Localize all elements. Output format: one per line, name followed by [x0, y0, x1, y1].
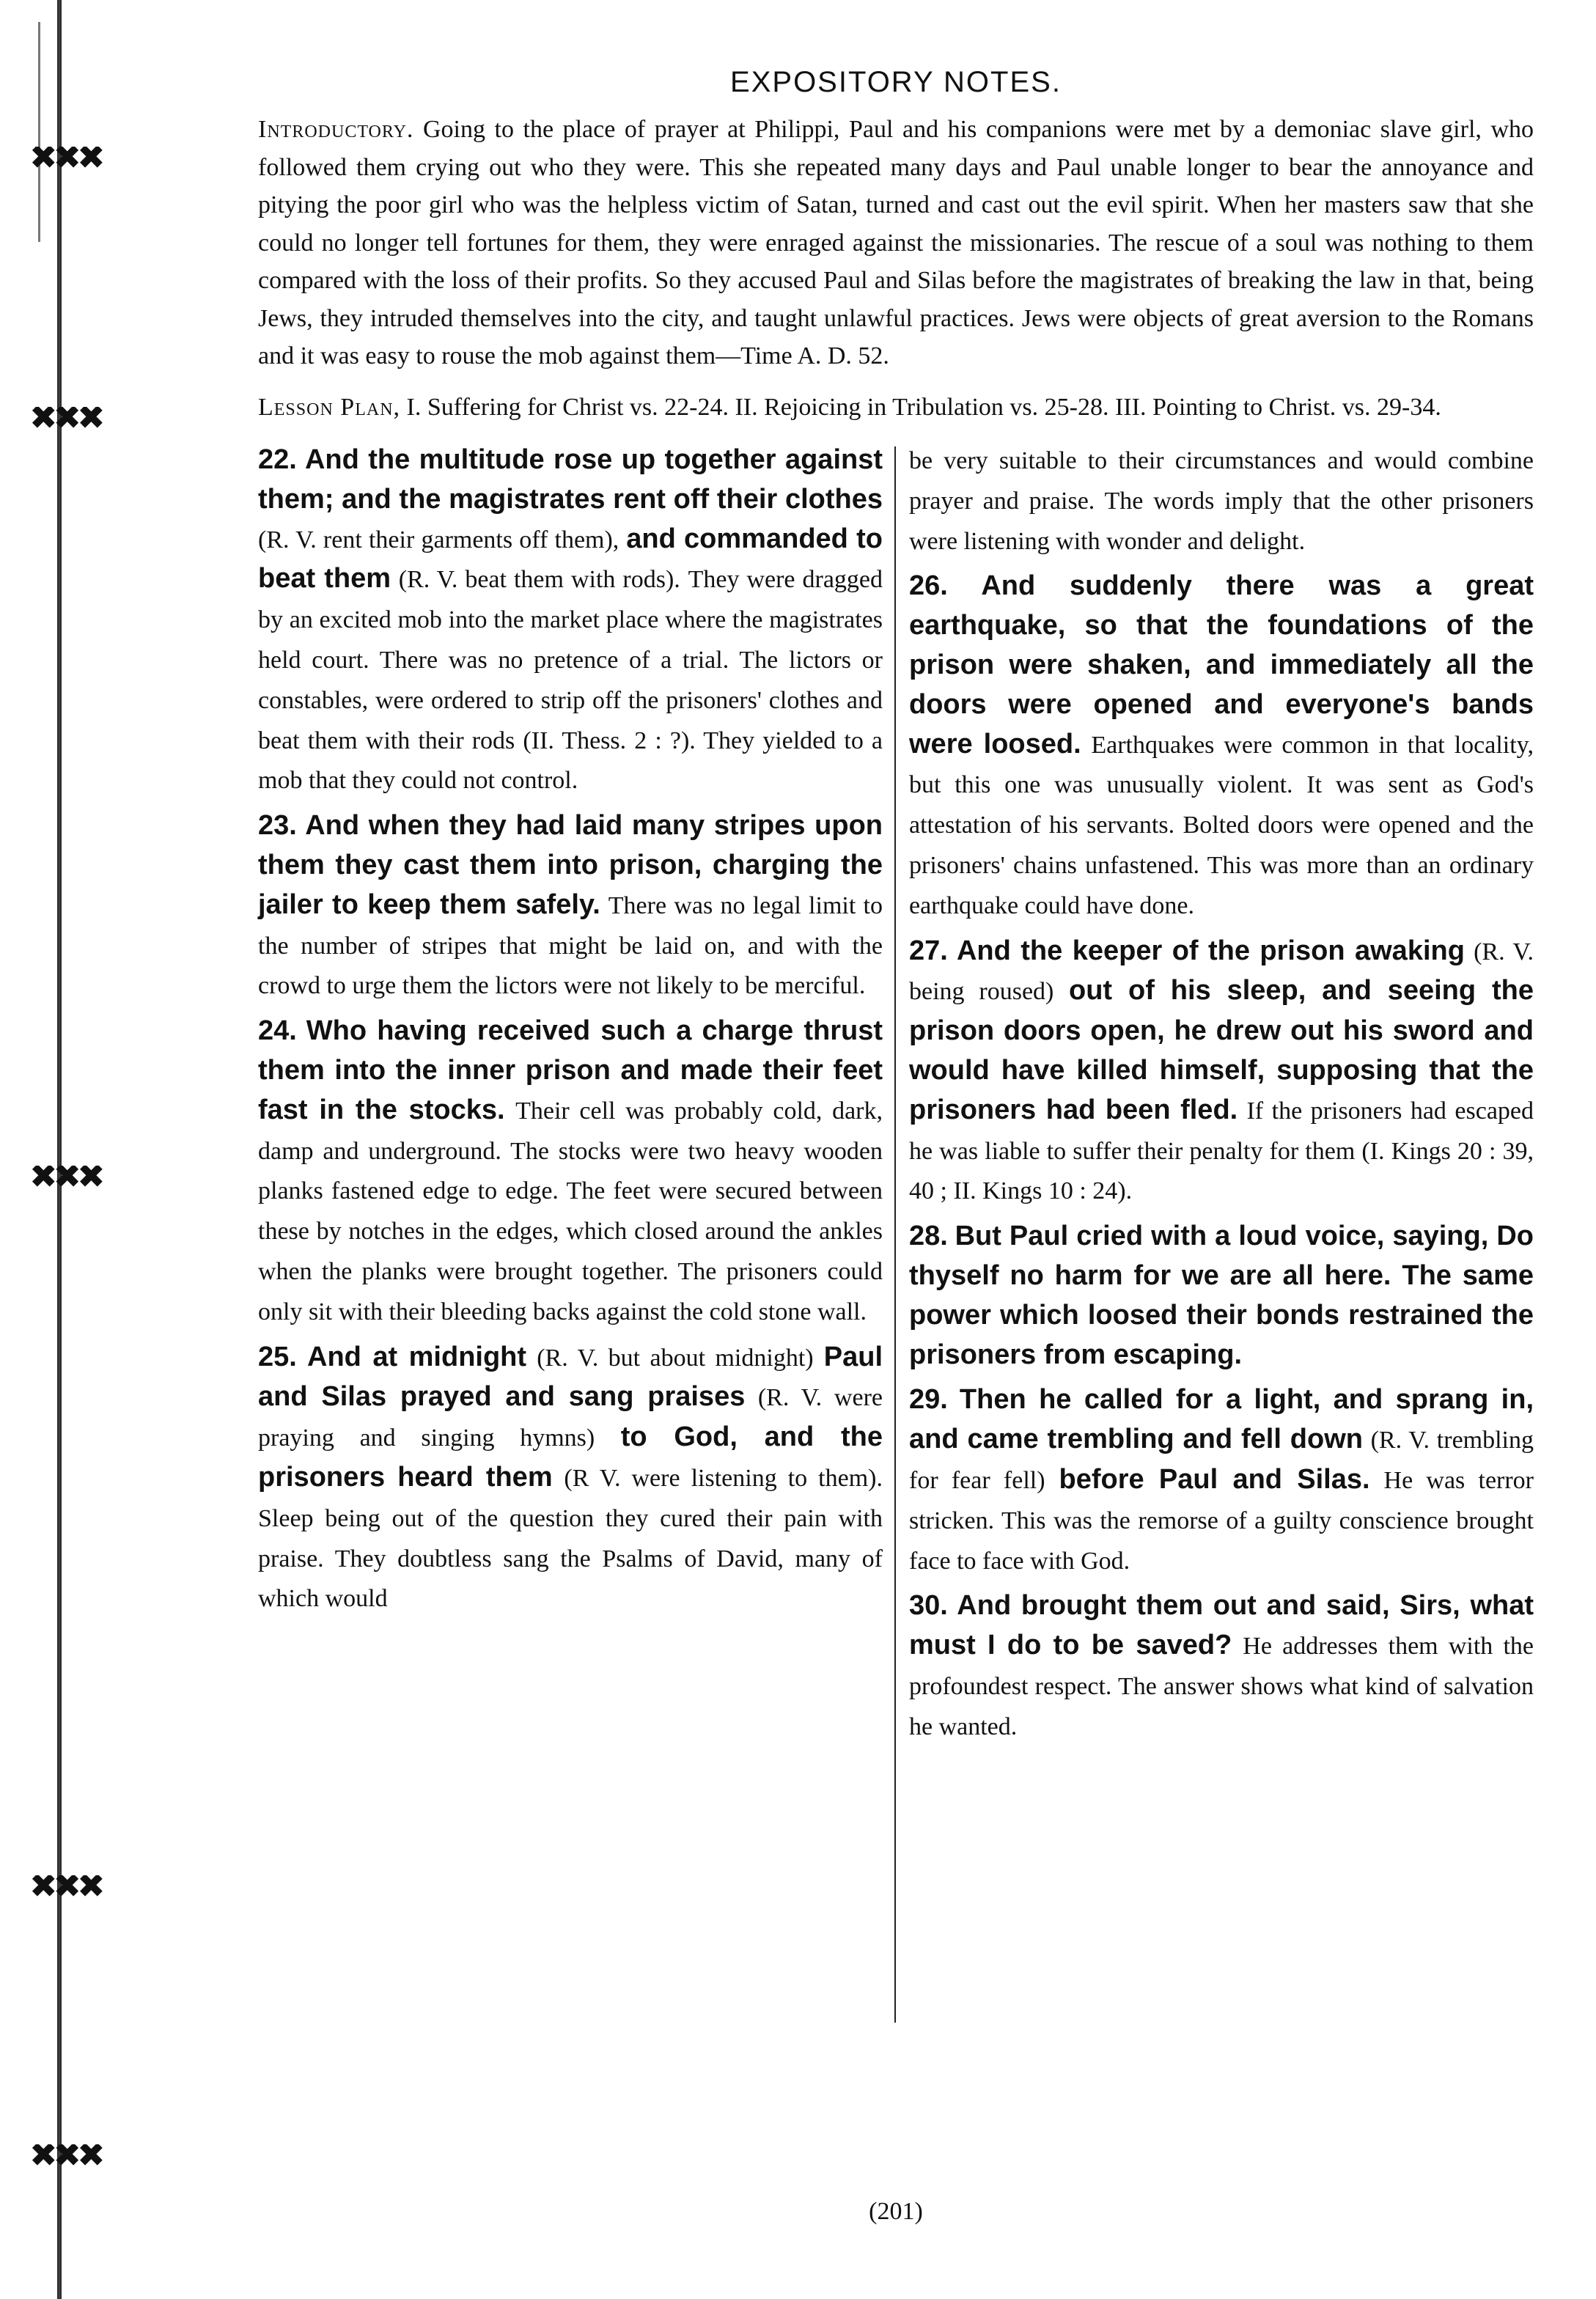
binding-stitch	[29, 147, 103, 169]
binding-stitch	[29, 1875, 103, 1897]
verse-number: 30.	[909, 1590, 948, 1622]
commentary-text: Sleep being out of the question they cured their pain with praise. They doubtless sang the Psalms of David, many of which would	[258, 1504, 883, 1613]
verse-text: And at midnight	[307, 1341, 527, 1372]
verse-text: before Paul and Silas.	[1059, 1463, 1370, 1495]
verse-text: But Paul cried with a loud voice, saying, Do thyself no harm for we are all here. The same power which loosed their bonds restrained the prisoners from escaping.	[909, 1221, 1534, 1370]
binding-stitch	[29, 407, 103, 429]
commentary-text: be very suitable to their circumstances and would combine prayer and praise. The words imply that the other prisoners were listening with wonder and delight.	[909, 447, 1534, 555]
verse-text: out of his sleep, and seeing the prison doors open, he drew out his sword and would have killed himself, supposing that the prisoners had been fled.	[909, 975, 1534, 1125]
intro-label: Introductory.	[258, 116, 414, 143]
page-title: EXPOSITORY NOTES.	[730, 66, 1062, 98]
right-column	[896, 441, 1534, 2024]
binding-shadow	[38, 22, 40, 242]
verse-number: 24.	[258, 1015, 297, 1047]
verse-text: And suddenly there was a great earthquake, so that the foundations of the prison were shaken, and immediately all the doors were opened and everyone's bands were loosed.	[909, 570, 1534, 759]
verse-number: 25.	[258, 1341, 297, 1372]
commentary-text: He addresses them with the profoundest respect. The answer shows what kind of salvation he wanted.	[909, 1633, 1534, 1740]
verse-note	[258, 1012, 883, 1331]
revised-version-note: (R. V. but about midnight)	[537, 1344, 814, 1372]
verse-text: And the keeper of the prison awaking	[956, 935, 1465, 966]
verse-note	[258, 441, 883, 801]
binding-thread	[57, 0, 62, 2299]
revised-version-note: (R. V. beat them with rods).	[398, 566, 680, 594]
column-rule	[894, 446, 896, 2023]
lesson-plan-text: I. Suffering for Christ vs. 22-24. II. Rejoicing in Tribulation vs. 25-28. III. Pointing to Christ. vs. 29-34.	[406, 393, 1441, 421]
verse-number: 22.	[258, 444, 297, 475]
revised-version-note: (R. V. were praying and singing hymns)	[258, 1384, 883, 1452]
verse-number: 23.	[258, 810, 297, 842]
verse-note	[909, 1586, 1534, 1746]
verse-note	[909, 1217, 1534, 1375]
page-number: (201)	[869, 2198, 923, 2225]
commentary-text: Earthquakes were common in that locality, but this one was unusually violent. It was sent as God's attestation of his servants. Bolted doors were opened and the prisoners' chains unfastened. This was more than an ordinary earthquake could have done.	[909, 731, 1534, 919]
intro-text: Going to the place of prayer at Philippi, Paul and his companions were met by a demoniac slave girl, who followed them crying out who they were. This she repeated many days and Paul unable longer to bear the annoyance and pitying the poor girl who was the helpless victim of Satan, turned and cast out the evil spirit. When her masters saw that she could no longer tell fortunes for them, they were enraged against the missionaries. The rescue of a soul was nothing to them compared with the loss of their profits. So they accused Paul and Silas before the magistrates of breaking the law in that, being Jews, they intruded themselves into the city, and taught unlawful practices. Jews were objects of great aversion to the Romans and it was easy to rouse the mob against them—Time A. D. 52.	[258, 116, 1534, 369]
verse-note	[258, 1338, 883, 1619]
verse-note	[258, 806, 883, 1006]
verse-text: to God, and the prisoners heard them	[258, 1421, 883, 1493]
binding-stitch	[29, 2144, 103, 2166]
revised-version-note: (R. V. trembling for fear fell)	[909, 1427, 1534, 1494]
verse-number: 27.	[909, 935, 948, 966]
introductory-paragraph	[258, 111, 1534, 375]
revised-version-note: (R. V. being roused)	[909, 938, 1534, 1006]
verse-note	[909, 932, 1534, 1212]
page	[258, 66, 1534, 2236]
verse-text: Paul and Silas prayed and sang praises	[258, 1341, 883, 1413]
commentary-text: Their cell was probably cold, dark, damp and underground. The stocks were two heavy wooden planks fastened edge to edge. The feet were secured between these by notches in the edges, which closed around the ankles when the planks were brought together. The prisoners could only sit with their bleeding backs against the cold stone wall.	[258, 1097, 883, 1325]
verse-text: And brought them out and said, Sirs, what must I do to be saved?	[909, 1590, 1534, 1661]
verse-text: And when they had laid many stripes upon them they cast them into prison, charging the jailer to keep them safely.	[258, 810, 883, 920]
verse-text: Then he called for a light, and sprang in, and came trembling and fell down	[909, 1384, 1534, 1455]
verse-note	[909, 441, 1534, 561]
commentary-text: There was no legal limit to the number of stripes that might be laid on, and with the crowd to urge them the lictors were not likely to be merciful.	[258, 891, 883, 1000]
verse-note	[909, 567, 1534, 925]
left-column	[258, 441, 896, 2024]
verse-text: and commanded to beat them	[258, 523, 883, 595]
verse-number: 28.	[909, 1221, 948, 1252]
two-column-notes	[258, 441, 1534, 2024]
verse-text: And the multitude rose up together against them; and the magistrates rent off their clothes	[258, 444, 883, 515]
verse-number: 26.	[909, 570, 948, 602]
revised-version-note: (R V. were listening to them).	[564, 1464, 883, 1492]
commentary-text: He was terror stricken. This was the remorse of a guilty conscience brought face to face with God.	[909, 1466, 1534, 1575]
lesson-plan	[258, 389, 1534, 427]
lesson-plan-label: Lesson Plan,	[258, 393, 401, 421]
verse-number: 29.	[909, 1384, 948, 1416]
commentary-text: If the prisoners had escaped he was liable to suffer their penalty for them (I. Kings 20 : 39, 40 ; II. Kings 10 : 24).	[909, 1097, 1534, 1205]
binding-stitch	[29, 1166, 103, 1188]
verse-text: Who having received such a charge thrust them into the inner prison and made their feet fast in the stocks.	[258, 1015, 883, 1125]
verse-note	[909, 1380, 1534, 1581]
commentary-text: They were dragged by an excited mob into the market place where the magistrates held court. There was no pretence of a trial. The lictors or constables, were ordered to strip off the prisoners' clothes and beat them with their rods (II. Thess. 2 : ?). They yielded to a mob that they could not control.	[258, 566, 883, 795]
revised-version-note: (R. V. rent their garments off them),	[258, 526, 619, 553]
